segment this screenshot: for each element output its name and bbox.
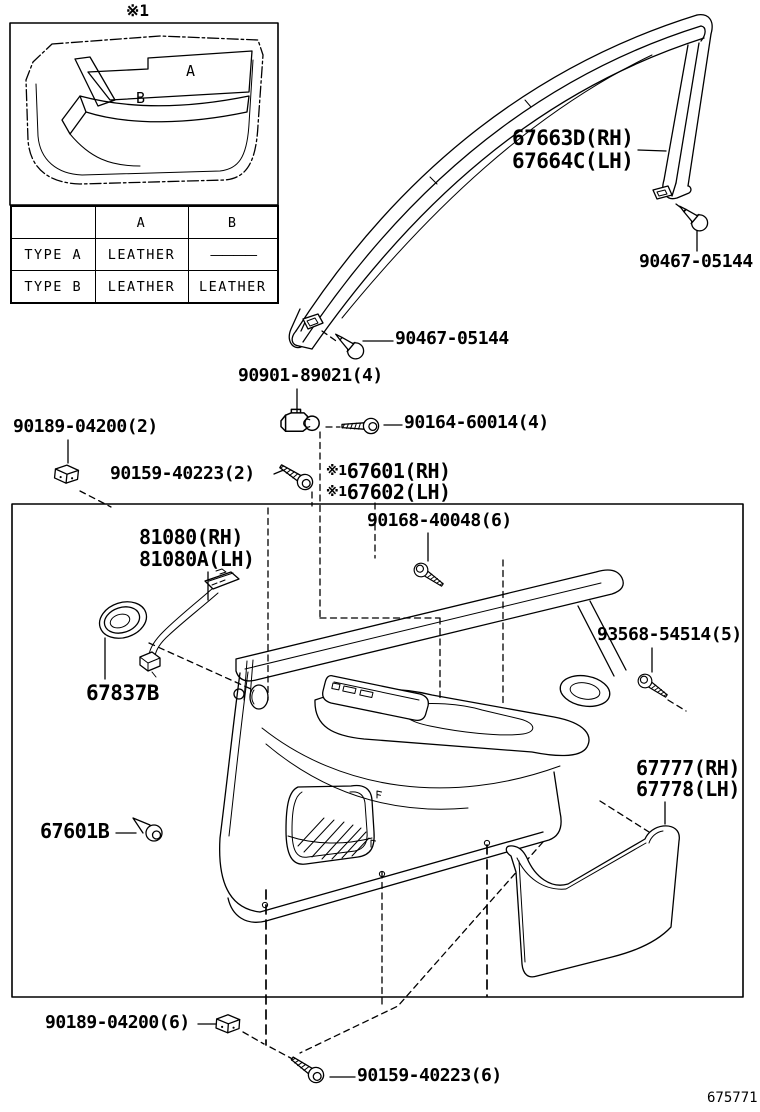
table-cell-blank xyxy=(11,206,95,239)
table-header-a: A xyxy=(95,206,188,239)
lower-trim-drawing xyxy=(506,826,679,977)
part-label-belt-molding-lh: 67664C(LH) xyxy=(512,149,634,173)
trim-type-table xyxy=(10,205,279,304)
part-label-lower-trim-lh: 67778(LH) xyxy=(636,777,740,801)
part-label-pin-screw-lower: 90467-05144 xyxy=(395,328,509,349)
table-cell-value: LEATHER xyxy=(95,271,188,304)
part-label-retainer-clip: 67601B xyxy=(40,819,110,843)
tapping-screw-icon xyxy=(288,1052,327,1085)
inset-door-sketch xyxy=(26,36,263,184)
part-label-grommet: 90901-89021(4) xyxy=(238,365,383,386)
part-label-clip-x6: 90189-04200(6) xyxy=(45,1012,190,1033)
part-label-courtesy-lamp-lh: 81080A(LH) xyxy=(139,547,255,571)
part-label-screw-x2: 90159-40223(2) xyxy=(110,463,255,484)
courtesy-lamp-drawing xyxy=(95,569,239,677)
part-label-trim-panel-rh xyxy=(326,461,451,482)
reference-mark: ※1 xyxy=(326,485,347,500)
table-cell-type: TYPE A xyxy=(11,239,95,271)
tapping-screw-icon xyxy=(277,460,316,493)
box-clip-icon xyxy=(54,464,79,484)
table-row xyxy=(11,239,278,271)
part-label-courtesy-lamp-rh: 81080(RH) xyxy=(139,525,243,549)
tapping-screw-icon xyxy=(342,418,379,433)
table-cell-value: LEATHER xyxy=(95,239,188,271)
tapping-screw-icon xyxy=(635,671,670,701)
inset-note: ※1 xyxy=(126,1,150,20)
table-cell-value: ———— xyxy=(188,239,278,271)
fiche-code: 675771 xyxy=(707,1090,758,1106)
part-label-lower-trim-rh: 67777(RH) xyxy=(636,756,740,780)
part-label-screw-x5: 93568-54514(5) xyxy=(597,624,742,645)
part-label-lamp-lens: 67837B xyxy=(86,681,159,705)
reference-mark: ※1 xyxy=(326,464,347,479)
door-trim-panel-drawing xyxy=(220,570,626,922)
table-row xyxy=(11,271,278,304)
push-pin-screw-icon xyxy=(675,200,711,234)
inset-zone-a: A xyxy=(186,62,196,80)
inset-zone-b: B xyxy=(136,89,146,107)
part-label-clip-x2: 90189-04200(2) xyxy=(13,416,158,437)
tapping-screw-icon xyxy=(411,560,446,590)
table-header-b: B xyxy=(188,206,278,239)
part-label-pin-screw-upper: 90467-05144 xyxy=(639,251,753,272)
part-label-screw-x6-upper: 90168-40048(6) xyxy=(367,510,512,531)
table-header-row xyxy=(11,206,278,239)
belt-molding-drawing xyxy=(289,15,712,349)
part-label-trim-panel-lh xyxy=(326,482,451,503)
table-cell-value: LEATHER xyxy=(188,271,278,304)
part-number: 67602(LH) xyxy=(346,480,451,504)
table-cell-type: TYPE B xyxy=(11,271,95,304)
part-number: 67601(RH) xyxy=(346,459,451,483)
push-pin-screw-icon xyxy=(331,328,367,362)
retainer-clip-icon xyxy=(133,818,162,841)
part-label-screw-x6-lower: 90159-40223(6) xyxy=(357,1065,502,1086)
part-label-washer-screw: 90164-60014(4) xyxy=(404,412,549,433)
box-clip-icon xyxy=(216,1014,240,1034)
grommet-icon xyxy=(281,409,319,431)
part-label-belt-molding-rh: 67663D(RH) xyxy=(512,126,634,150)
